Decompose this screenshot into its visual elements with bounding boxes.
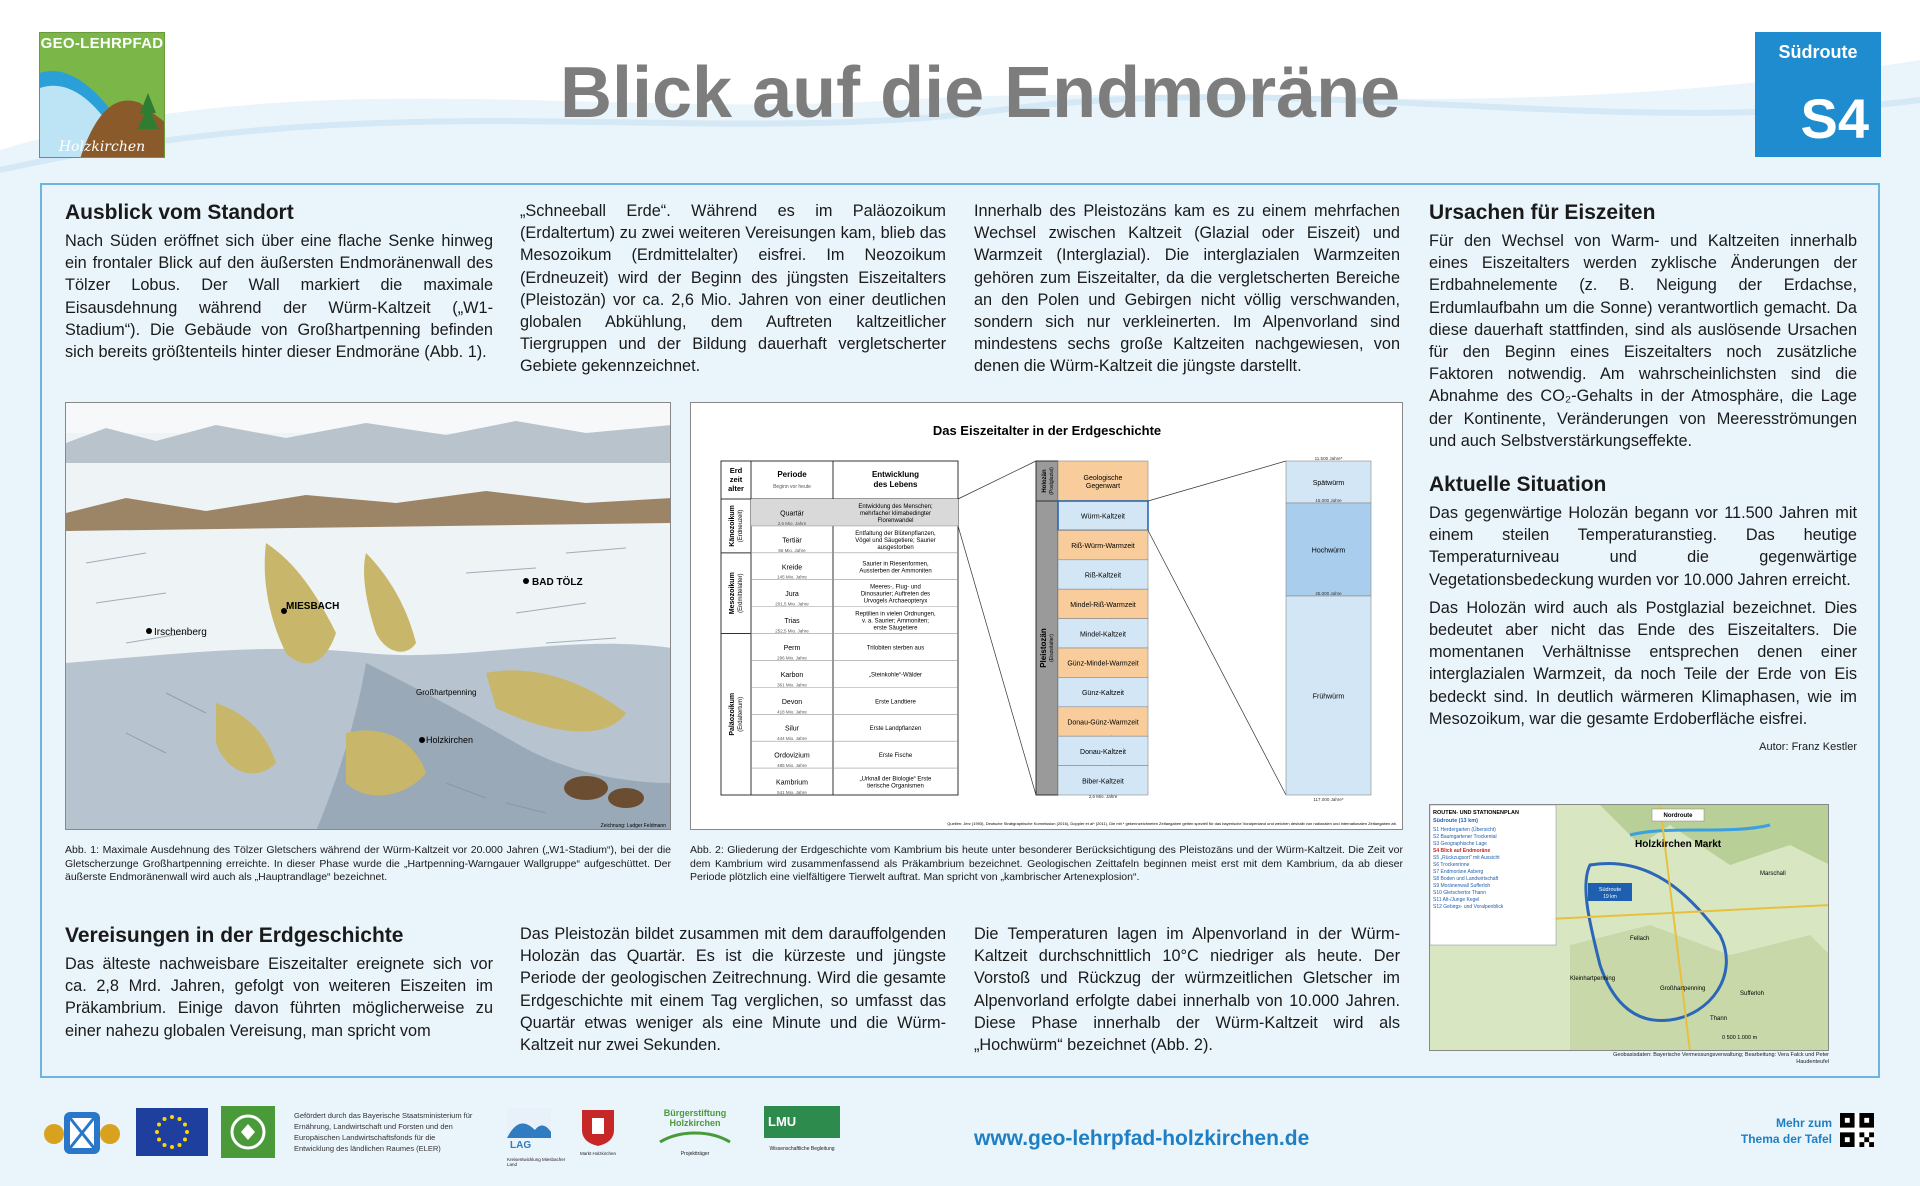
heading-aktuell: Aktuelle Situation xyxy=(1429,473,1607,497)
text-col2-bottom: Das Pleistozän bildet zusammen mit dem darauffolgenden Holozän das Quartär. Es ist die kürzeste und jüngste Periode der geologischen Zeitrechnung. Wird die gesamte Erdgeschichte mit einem Tag verglichen, so umfasst das Quartär etwas weniger als eine Minute und die Würm-Kaltzeit nur zwei Sekunden. xyxy=(520,925,946,1055)
figure2-title: Das Eiszeitalter in der Erdgeschichte xyxy=(932,423,1162,438)
period-life: Erste Landpflanzen xyxy=(869,726,922,733)
period-age: 361 Mio. Jahre xyxy=(777,682,807,688)
routemap-legend-item: S5 „Rückzugsort“ mit Aussicht xyxy=(1433,855,1500,861)
connector-line xyxy=(958,526,1036,795)
period-life: Erste Landtiere xyxy=(875,699,916,706)
map-label-holzkirchen: Holzkirchen xyxy=(426,735,474,745)
period-age: 444 Mio. Jahre xyxy=(777,736,807,742)
route-code: S4 xyxy=(1800,87,1869,150)
routemap-town: Holzkirchen Markt xyxy=(1635,839,1722,850)
eu-star-icon xyxy=(183,1138,187,1142)
period-life: Reptilien in vielen Ordnungen, v. a. Saurier; Ammoniten; erste Säugetiere xyxy=(855,611,936,632)
route-map xyxy=(1429,804,1829,1051)
section-vereisungen xyxy=(65,923,493,1048)
map-label-irschenberg: Irschenberg xyxy=(154,627,207,638)
period-age: 66 Mio. Jahre xyxy=(778,547,806,553)
routemap-place: Kleinhartpenning xyxy=(1570,976,1616,982)
period-age: 2,6 Mio. Jahre xyxy=(777,520,807,526)
route-badge xyxy=(1755,32,1881,157)
routemap-south-label: Südroute xyxy=(1598,887,1622,893)
stage-name: Donau-Günz-Warmzeit xyxy=(1067,719,1139,727)
period-name: Tertiär xyxy=(782,537,802,545)
epoch-column xyxy=(1036,461,1058,795)
routemap-legend-item: S11 Alt-/Junge Kegel xyxy=(1433,897,1480,903)
period-age: 201,5 Mio. Jahre xyxy=(775,601,809,607)
routemap-legend-item: S4 Blick auf Endmoräne xyxy=(1433,848,1491,854)
routemap-legend-item: S2 Baumgartener Trockental xyxy=(1433,834,1497,840)
qr-code-icon[interactable] xyxy=(1840,1113,1874,1147)
period-age: 485 Mio. Jahre xyxy=(777,763,807,769)
section-col2-top xyxy=(520,200,946,384)
stage-name: Mindel-Riß-Warmzeit xyxy=(1070,601,1136,609)
eu-star-icon xyxy=(170,1115,174,1119)
heading-vereisungen: Vereisungen in der Erdgeschichte xyxy=(65,924,404,947)
period-name: Silur xyxy=(784,725,800,733)
connector-line xyxy=(1148,530,1286,795)
routemap-legend-item: S9 Moränenwall Sufferloh xyxy=(1433,883,1491,889)
header-beginn: Beginn vor heute xyxy=(773,484,811,490)
stage-name: Mindel-Kaltzeit xyxy=(1080,631,1126,639)
logo-bottom-text: Holzkirchen xyxy=(58,139,146,155)
section-ausblick xyxy=(65,200,493,369)
buerger-text: Bürgerstiftung Holzkirchen xyxy=(663,1108,727,1128)
figure2-sources: Quellen: Jerz (1993), Deutsche Stratigraphische Kommission (2016), Doppler et al* (2011). Die mit * gekennzeichneten Zeitangaben gelten speziell für das bayerische Voralpenland und weichen deshalb von nationalen und internationalen Zeitangaben ab. xyxy=(947,821,1397,826)
stage-name: Biber-Kaltzeit xyxy=(1082,778,1124,786)
text-col3-top: Innerhalb des Pleistozäns kam es zu einem mehrfachen Wechsel zwischen Kaltzeit (Glazial oder Eiszeit) und Warmzeit (Interglazial). Die interglazialen Warmzeiten gehören zum Eiszeitalter, da die vergletscherten Bereiche an den Polen und Gebirgen nicht völlig verschwanden, sondern sich nur verkleinerten. Im Alpenvorland sind mindestens sechs große Kaltzeiten nachgewiesen, von denen die Würm-Kaltzeit die jüngste darstellt. xyxy=(974,202,1400,376)
period-name: Kambrium xyxy=(776,779,808,787)
figure1-credit: Zeichnung: Ludger Feldmann xyxy=(600,823,666,829)
eu-star-icon xyxy=(170,1145,174,1149)
geo-lehrpfad-logo xyxy=(39,32,165,158)
leader-logo xyxy=(221,1106,275,1158)
routemap-credit: Geobasisdaten: Bayerische Vermessungsverwaltung; Bearbeitung: Vera Falck und Peter Haudenteufel xyxy=(1613,1052,1829,1065)
routemap-legend-item: S7 Endmoräne Asberg xyxy=(1433,869,1484,875)
figure1-illustration xyxy=(65,402,671,830)
header-erdzeitalter: Erd zeit alter xyxy=(728,466,744,493)
figure1-caption: Abb. 1: Maximale Ausdehnung des Tölzer Gletschers während der Würm-Kaltzeit vor 20.000 Jahren („W1-Stadium“), bei der die Gletscherzunge Großhartpenning erreichte. In dieser Phase wurde die „Hartpenning-Warngauer Wallgruppe“ aufgeschüttet. Der äußerste Endmoränenwall wird auch als „Hauptrandlage“ bezeichnet. xyxy=(65,844,671,883)
period-age: 145 Mio. Jahre xyxy=(777,574,807,580)
routemap-legend-item: S10 Gletschertor Thann xyxy=(1433,890,1486,896)
period-life: Erste Fische xyxy=(878,753,913,760)
eu-star-icon xyxy=(157,1138,161,1142)
routemap-legend-item: S3 Geographische Lage xyxy=(1433,841,1487,847)
wuerm-age: 15.000 Jahre xyxy=(1315,498,1342,503)
stage-name: Riß-Würm-Warmzeit xyxy=(1071,543,1135,551)
connector-line xyxy=(958,461,1036,499)
buergerstiftung-logo xyxy=(650,1108,740,1158)
stage-name: Riß-Kaltzeit xyxy=(1084,572,1122,580)
figure2-chart xyxy=(690,402,1403,830)
wuerm-name: Frühwürm xyxy=(1312,693,1345,701)
period-name: Kreide xyxy=(781,564,803,572)
era-name: Känozoikum (Erdneuzeit) xyxy=(729,505,744,547)
figure2-caption: Abb. 2: Gliederung der Erdgeschichte vom Kambrium bis heute unter besonderer Berücksichtigung des Pleistozäns und der Würm-Kaltzeit. Die Zeit vor dem Kambrium wird zusammenfassend als Präkambrium bezeichnet. Geologischen Zeittafeln beginnen meist erst mit dem Kambrium, da ab dieser Periode plötzlich eine vielfältigere Tierwelt auftrat. Man spricht von „kambrischer Artenexplosion“. xyxy=(690,844,1403,883)
routemap-legend-item: S6 Trockenrinne xyxy=(1433,862,1470,868)
routemap-legend-item: S1 Herdergarten (Übersicht) xyxy=(1433,827,1496,833)
routemap-route-label: Nordroute xyxy=(1663,813,1693,819)
section-col3-bottom xyxy=(974,923,1400,1062)
era-name: Paläozoikum (Erdaltertum) xyxy=(729,692,744,736)
section-col2-bottom xyxy=(520,923,946,1062)
lmu-logo xyxy=(764,1106,840,1156)
period-life: Saurier in Riesenformen, Aussterben der Ammoniten xyxy=(859,561,932,575)
text-aktuell-1: Das gegenwärtige Holozän begann vor 11.500 Jahren mit einem steilen Temperaturanstieg. Das heutige Temperaturniveau und die gegenwärtige Vegetationsbedeckung wurden vor 10.000 Jahren erreicht. xyxy=(1429,504,1857,589)
stage-name: Günz-Kaltzeit xyxy=(1081,690,1125,698)
routemap-scale: 0 500 1.000 m xyxy=(1722,1035,1758,1041)
period-age: 252,5 Mio. Jahre xyxy=(775,628,809,634)
period-life: Trilobiten sterben aus xyxy=(866,645,925,652)
period-name: Jura xyxy=(785,591,799,599)
website-link[interactable]: www.geo-lehrpfad-holzkirchen.de xyxy=(974,1127,1310,1150)
eu-star-icon xyxy=(155,1130,159,1134)
routemap-south-dist: 19 km xyxy=(1603,894,1617,900)
wuerm-name: Hochwürm xyxy=(1311,547,1346,555)
routemap-place: Sufferloh xyxy=(1740,991,1764,997)
text-aktuell-2: Das Holozän wird auch als Postglazial bezeichnet. Dies bedeutet aber nicht das Ende des Eiszeitalters. Die momentanen Verhältnisse entsprechen denen einer interglazialen Warmzeit, da noch Teile der Erde von Eis bedeckt sind. In deutlich wärmeren Klimaphasen, wie im Mesozoikum, war die gesamte Erdoberfläche eisfrei. xyxy=(1429,598,1857,728)
lmu-text: LMU xyxy=(764,1106,840,1138)
period-life: „Steinkohle“-Wälder xyxy=(868,672,923,679)
period-name: Perm xyxy=(783,645,801,652)
stage-name: Geologische Gegenwart xyxy=(1083,475,1123,490)
routemap-place: Thann xyxy=(1710,1016,1728,1022)
period-name: Ordovizium xyxy=(774,752,810,760)
lag-subtext: Kreisentwicklung Miesbacher Land xyxy=(507,1157,566,1167)
text-vereisungen: Das älteste nachweisbare Eiszeitalter ereignete sich vor ca. 2,8 Mrd. Jahren, gefolgt von weiteren Eiszeiten im Präkambrium. Einige davon führten möglicherweise zu einer nahezu globalen Vereisung, man spricht vom xyxy=(65,955,493,1040)
wuerm-name: Spätwürm xyxy=(1312,480,1345,487)
connector-line xyxy=(1148,461,1286,501)
epoch-name: Holozän(Postglazial) xyxy=(1042,467,1055,495)
lag-text: LAG xyxy=(510,1140,532,1151)
period-name: Karbon xyxy=(780,671,804,679)
period-table xyxy=(721,461,1036,795)
map-label-miesbach: MIESBACH xyxy=(286,601,340,612)
period-name: Trias xyxy=(784,618,800,626)
stage-name: Donau-Kaltzeit xyxy=(1080,748,1126,756)
logo-top-text: GEO-LEHRPFAD xyxy=(40,35,164,52)
eu-star-icon xyxy=(157,1123,161,1127)
text-col2-top: „Schneeball Erde“. Während es im Paläozoikum (Erdaltertum) zu zwei weiteren Vereisungen kam, blieb das Mesozoikum (Erdmittelalter) eisfrei. Im Neozoikum (Erdneuzeit) wird der Beginn des jüngsten Eiszeitalters (Pleistozän) vor ca. 2,6 Mio. Jahren von einer deutlichen globalen Abkühlung, dem Auftreten kaltzeitlicher Tiergruppen und der Bildung dauerhaft vergletscherter Gebiete gekennzeichnet. xyxy=(520,202,946,376)
eu-star-icon xyxy=(178,1117,182,1121)
era-name: Mesozoikum (Erdmittelalter) xyxy=(729,572,744,615)
stage-table xyxy=(1036,461,1286,799)
page-title: Blick auf die Endmoräne xyxy=(560,53,1401,133)
map-label-grosshartpenning: Großhartpenning xyxy=(416,688,477,697)
stage-age: 2,6 Mio. Jahre xyxy=(1088,794,1118,799)
author: Autor: Franz Kestler xyxy=(1759,741,1857,754)
routemap-place: Fellach xyxy=(1630,936,1650,942)
period-name: Devon xyxy=(781,698,803,706)
period-age: 296 Mio. Jahre xyxy=(777,655,807,661)
header-periode: Periode xyxy=(777,470,807,479)
header-entwicklung: Entwicklung des Lebens xyxy=(871,470,920,489)
lmu-subtext: Wissenschaftliche Begleitung xyxy=(769,1146,835,1152)
markt-text: Markt Holzkirchen xyxy=(579,1151,616,1156)
eu-star-icon xyxy=(163,1143,167,1147)
route-name: Südroute xyxy=(1778,42,1858,62)
routemap-place: Großhartpenning xyxy=(1660,986,1706,992)
heading-ausblick: Ausblick vom Standort xyxy=(65,201,294,224)
bavaria-coat-of-arms-logo xyxy=(40,1108,124,1158)
funding-text: Gefördert durch das Bayerische Staatsministerium für Ernährung, Landwirtschaft und Forsten und den Europäischen Landwirtschaftsfonds für die Entwicklung des ländlichen Raumes (ELER) xyxy=(294,1111,473,1153)
more-info-text: Mehr zum Thema der Tafel xyxy=(1740,1116,1832,1146)
eu-star-icon xyxy=(178,1143,182,1147)
wuerm-bar xyxy=(1286,456,1371,802)
text-ausblick: Nach Süden eröffnet sich über eine flache Senke hinweg ein frontaler Blick auf den äußersten Endmoränenwall des Tölzer Lobus. Der Wall markiert die maximale Eisausdehnung während der Würm-Kaltzeit („W1-Stadium“). Die Gebäude von Großhartpenning befinden sich bereits größtenteils hinter dieser Endmoräne (Abb. 1). xyxy=(65,232,493,362)
period-life: Entfaltung der Blütenpflanzen, Vögel und Säugetiere; Saurier ausgestorben xyxy=(855,530,936,551)
section-col3-top xyxy=(974,200,1400,384)
stage-name: Günz-Mindel-Warmzeit xyxy=(1067,660,1139,668)
lag-logo xyxy=(507,1108,566,1167)
routemap-legend-item: S12 Gebirgs- und Voralpenblick xyxy=(1433,904,1504,910)
heading-ursachen: Ursachen für Eiszeiten xyxy=(1429,201,1656,224)
routemap-legend-item: S8 Boden und Landwirtschaft xyxy=(1433,876,1499,882)
text-col3-bottom: Die Temperaturen lagen im Alpenvorland in der Würm-Kaltzeit durchschnittlich 10°C niedriger als heute. Der Vorstoß und Rückzug der würmzeitlichen Gletscher im Alpenvorland erfolgte dabei innerhalb von 10.000 Jahren. Diese Phase innerhalb der Würm-Kaltzeit wird als „Hochwürm“ bezeichnet (Abb. 2). xyxy=(974,925,1400,1055)
eu-star-icon xyxy=(163,1117,167,1121)
eu-star-icon xyxy=(185,1130,189,1134)
eu-star-icon xyxy=(183,1123,187,1127)
wuerm-end-age: 117.000 Jahre* xyxy=(1313,797,1344,802)
markt-holzkirchen-logo xyxy=(578,1106,618,1156)
routemap-legend-sub: Südroute (13 km) xyxy=(1433,818,1478,824)
routemap-place: Marschall xyxy=(1760,871,1786,877)
period-life: Entwicklung des Menschen; mehrfacher klimabedingter Florenwandel xyxy=(858,503,933,524)
map-label-bad-toelz: BAD TÖLZ xyxy=(532,577,583,588)
wuerm-age: 25.000 Jahre xyxy=(1315,591,1342,596)
eu-flag-logo xyxy=(136,1108,208,1156)
stage-name: Würm-Kaltzeit xyxy=(1081,513,1125,521)
buerger-subtext: Projektträger xyxy=(680,1151,710,1157)
routemap-legend-title: ROUTEN- UND STATIONENPLAN xyxy=(1433,810,1519,816)
period-age: 541 Mio. Jahre xyxy=(777,790,807,795)
period-name: Quartär xyxy=(780,510,804,518)
section-ursachen xyxy=(1429,200,1857,758)
period-age: 418 Mio. Jahre xyxy=(777,709,807,715)
text-ursachen: Für den Wechsel von Warm- und Kaltzeiten innerhalb eines Eiszeitalters werden zyklische Änderungen der Erdbahnelemente (z. B. Neigung der Erdachse, Erdumlaufbahn um die Sonne) verantwortlich gemacht. Da diese dauerhaft stattfinden, sind als auslösende Ursachen für den Beginn eines Eiszeitalters noch zusätzliche Faktoren notwendig. Am wahrscheinlichsten sind die Abnahme des CO₂-Gehalts in der Atmosphäre, die Lage der Kontinente, Veränderungen von Meeresströmungen und auch Selbstverstärkungseffekte. xyxy=(1429,232,1857,450)
epoch-name: Pleistozän(Eiszeitalter) xyxy=(1039,628,1055,668)
period-life: Meeres-, Flug- und Dinosaurier; Auftreten des Urvogels Archaeopteryx xyxy=(860,584,931,605)
period-life: „Urknall der Biologie“ Erste tierische Organismen xyxy=(859,776,932,790)
wuerm-age: 11.500 Jahre* xyxy=(1314,456,1343,461)
